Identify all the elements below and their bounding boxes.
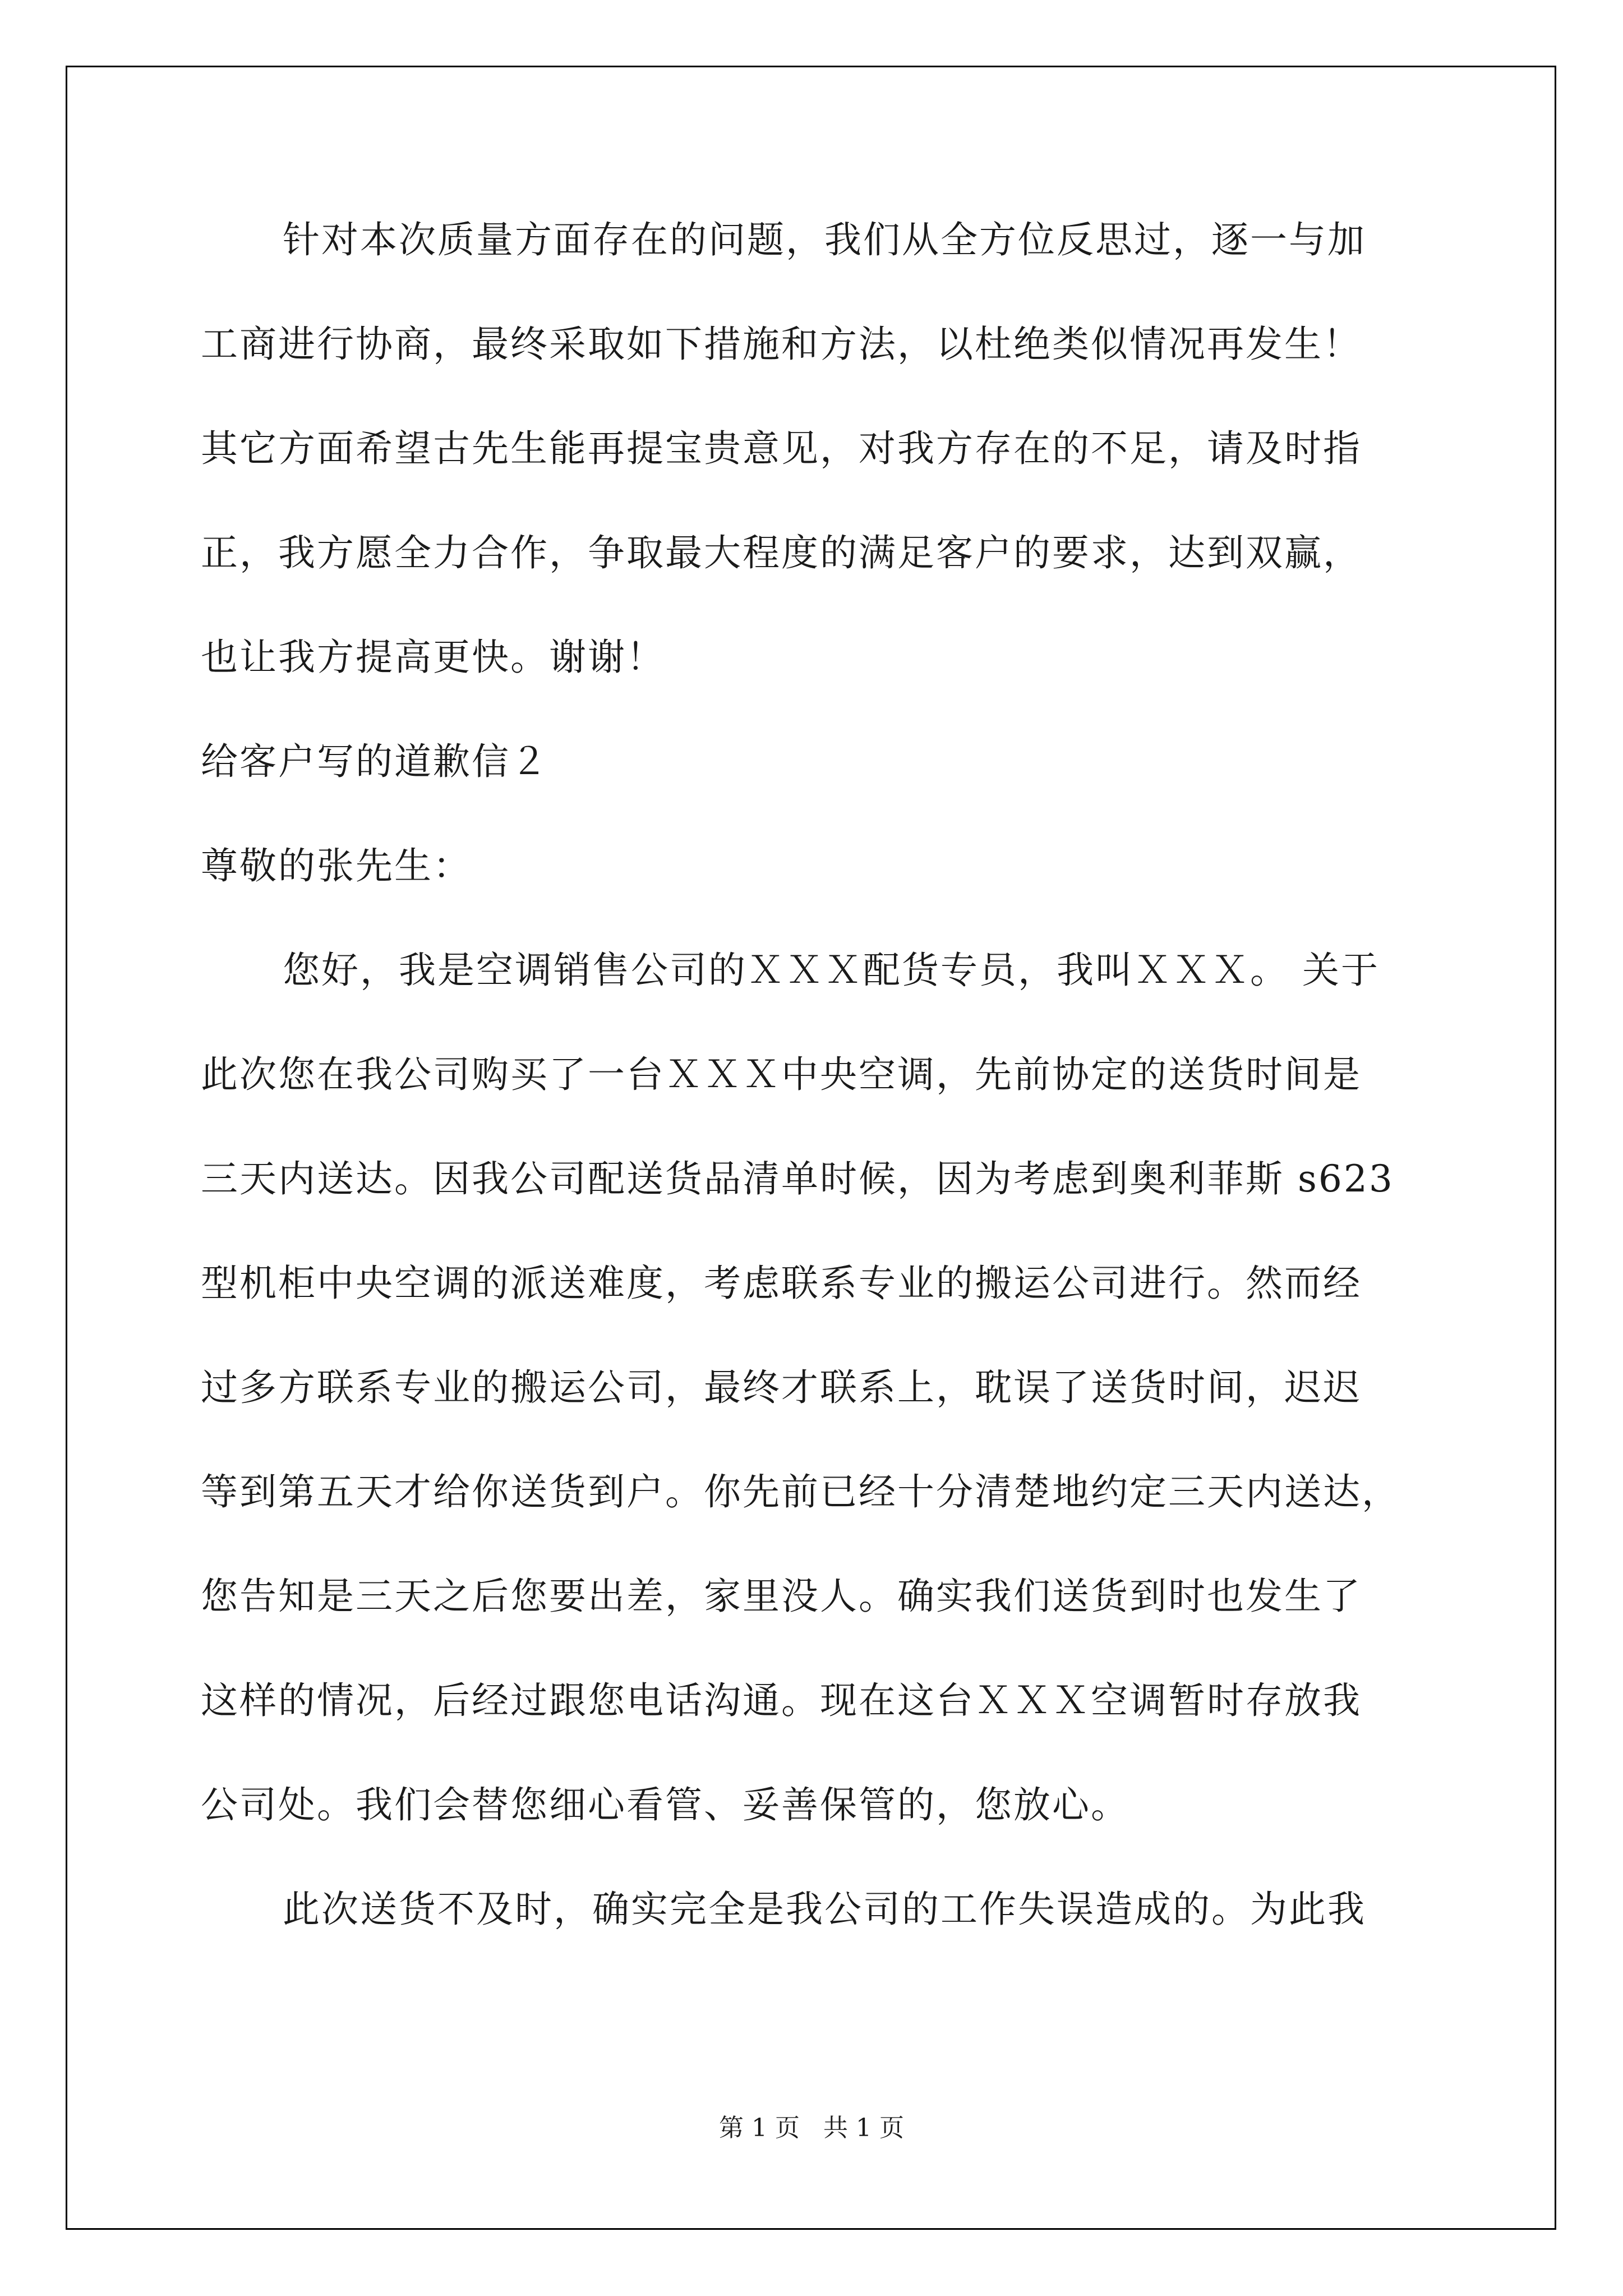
text-line: 其它方面希望古先生能再提宝贵意见，对我方存在的不足，请及时指	[201, 427, 1362, 470]
text-line: 正，我方愿全力合作，争取最大程度的满足客户的要求，达到双赢，	[201, 531, 1362, 574]
text-line: 此次您在我公司购买了一台ＸＸＸ中央空调，先前协定的送货时间是	[201, 1053, 1362, 1096]
text-line: 等到第五天才给你送货到户。你先前已经十分清楚地约定三天内送达，	[201, 1470, 1400, 1513]
text-line: 此次送货不及时，确实完全是我公司的工作失误造成的。为此我	[283, 1888, 1366, 1931]
text-line: 过多方联系专业的搬运公司，最终才联系上，耽误了送货时间，迟迟	[201, 1366, 1362, 1409]
text-line: 您告知是三天之后您要出差，家里没人。确实我们送货到时也发生了	[201, 1575, 1362, 1618]
text-line: 工商进行协商，最终采取如下措施和方法，以杜绝类似情况再发生！	[201, 323, 1362, 366]
salutation: 尊敬的张先生：	[201, 844, 472, 887]
text-line: 也让我方提高更快。谢谢！	[201, 636, 665, 679]
text-line: 公司处。我们会替您细心看管、妥善保管的，您放心。	[201, 1783, 1129, 1826]
letter-heading: 给客户写的道歉信２	[201, 740, 549, 783]
text-line: 针对本次质量方面存在的问题，我们从全方位反思过，逐一与加	[283, 218, 1366, 261]
text-line: 型机柜中央空调的派送难度，考虑联系专业的搬运公司进行。然而经	[201, 1262, 1362, 1305]
text-line: 三天内送达。因我公司配送货品清单时候，因为考虑到奥利菲斯 s623	[201, 1157, 1394, 1200]
text-line: 您好，我是空调销售公司的ＸＸＸ配货专员，我叫ＸＸＸ。 关于	[283, 949, 1380, 992]
text-line: 这样的情况，后经过跟您电话沟通。现在这台ＸＸＸ空调暂时存放我	[201, 1679, 1362, 1722]
page-footer: 第 1 页 共 1 页	[719, 2114, 904, 2142]
